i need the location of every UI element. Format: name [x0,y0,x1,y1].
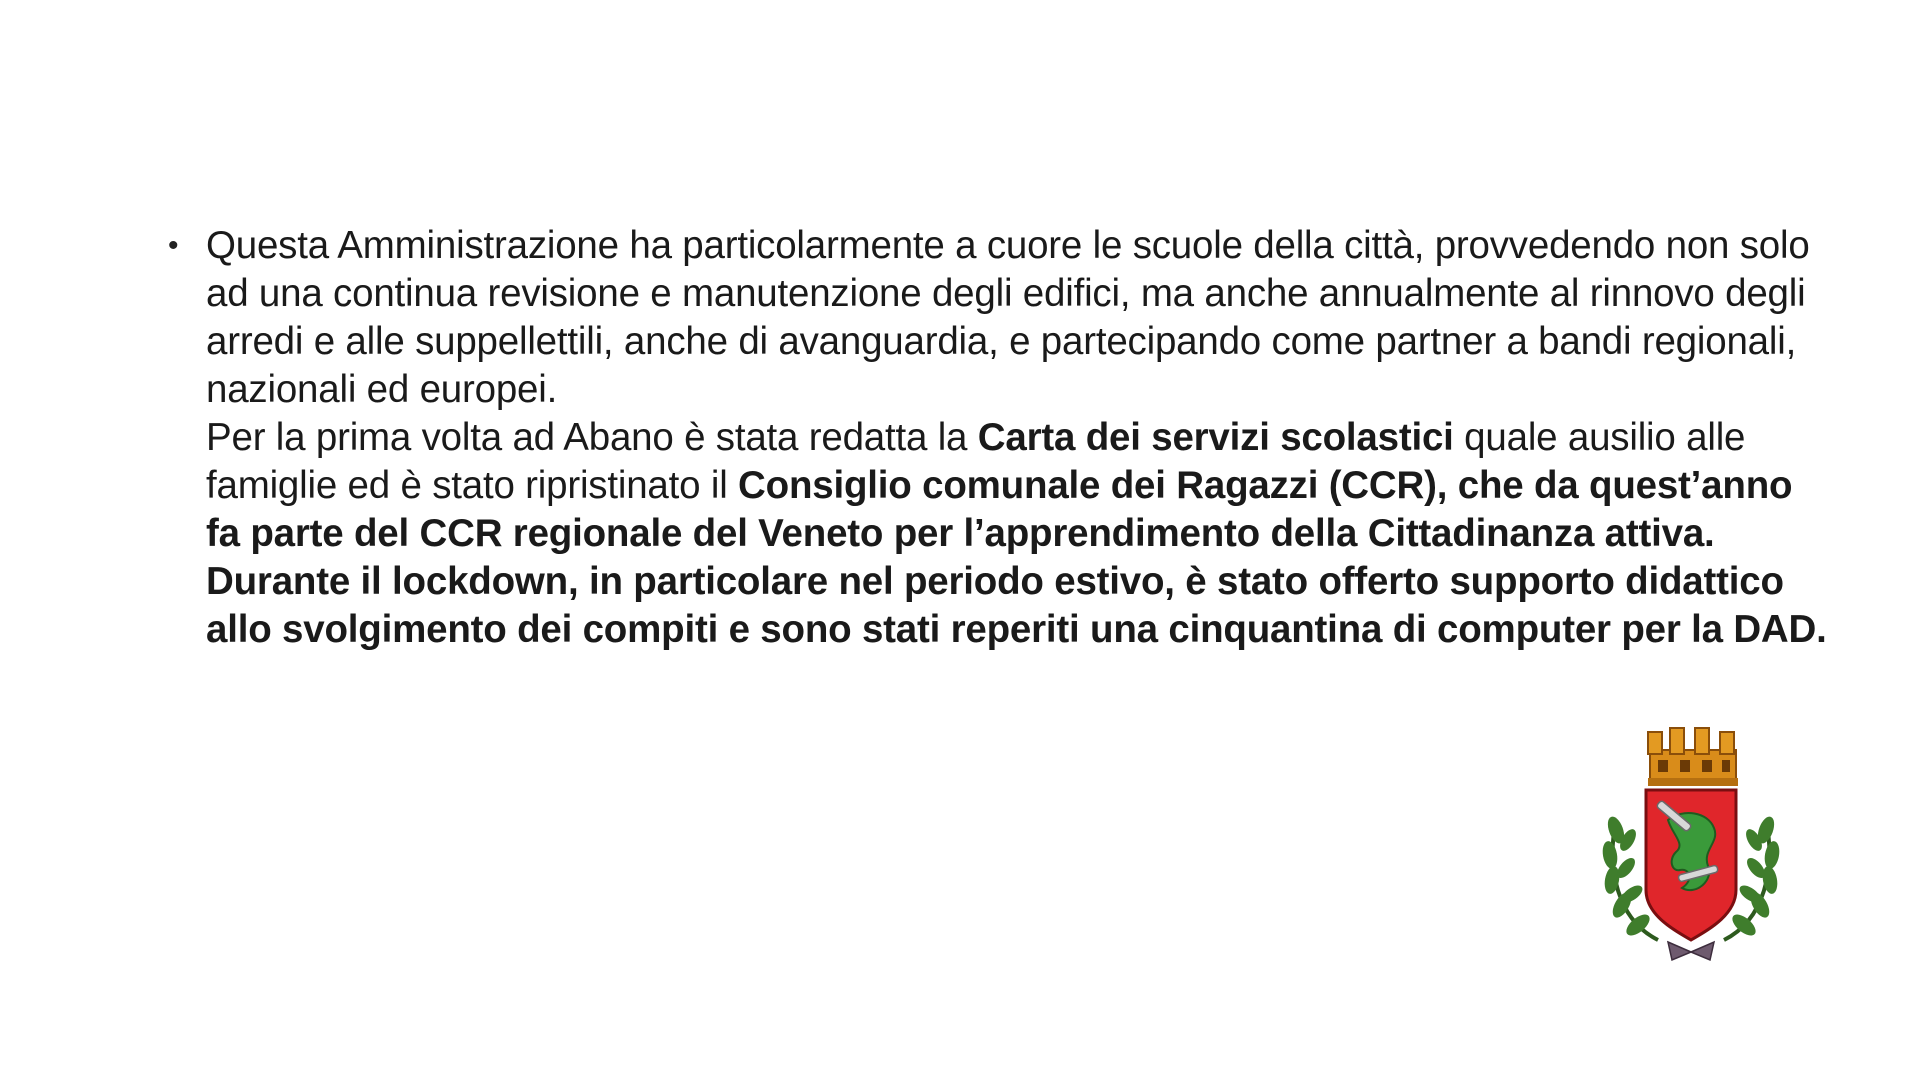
shield-icon [1646,790,1736,940]
ribbon-icon [1668,942,1714,960]
paragraph-services-text2: quale ausilio alle famiglie ed è stato ripristinato il [206,416,1746,507]
crown-icon [1648,728,1738,786]
bullet-item [168,222,1828,654]
paragraph-services [206,414,1828,558]
paragraph-services-bold2: Consiglio comunale dei Ragazzi (CCR), che da quest’anno fa parte del CCR regionale del Veneto per l’apprendimento della Cittadinanza attiva. [206,464,1793,555]
bullet-icon: • [168,229,179,262]
slide-content [168,222,1828,654]
paragraph-services-text1: Per la prima volta ad Abano è stata redatta la [206,416,978,459]
paragraph-schools: Questa Amministrazione ha particolarmente a cuore le scuole della città, provvedendo non solo ad una continua revisione e manutenzione degli edifici, ma anche annualmente al rinnovo degli arredi e alle suppellettili, anche di avanguardia, e partecipando come partner a bandi regionali, nazionali ed europei. [206,224,1810,411]
bullet-text [206,222,1828,654]
paragraph-lockdown: Durante il lockdown, in particolare nel periodo estivo, è stato offerto supporto didattico allo svolgimento dei compiti e sono stati reperiti una cinquantina di computer per la DAD. [206,560,1827,651]
paragraph-services-bold1: Carta dei servizi scolastici [977,416,1454,459]
coat-of-arms-icon [1598,720,1784,966]
